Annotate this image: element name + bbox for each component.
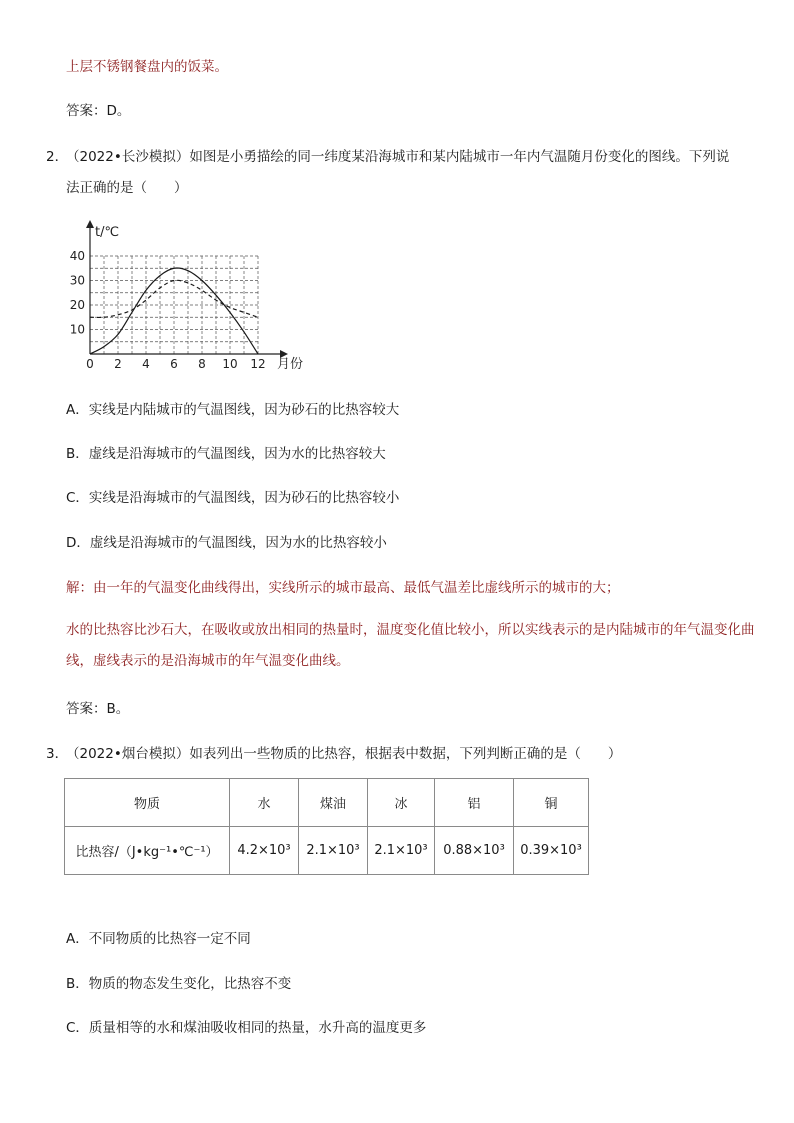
q2-stem-line2: 法正确的是（ ） [66, 180, 188, 196]
table-header-cell: 铝 [435, 779, 514, 827]
x-tick-label: 8 [198, 357, 206, 371]
table-cell: 2.1×10³ [299, 827, 368, 875]
table-header-cell: 铜 [514, 779, 589, 827]
x-tick-label: 12 [250, 357, 266, 371]
q2-option-c: C．实线是沿海城市的气温图线，因为砂石的比热容较小 [66, 490, 400, 506]
y-axis-label: t/℃ [95, 225, 120, 240]
q2-solution-line1: 解：由一年的气温变化曲线得出，实线所示的城市最高、最低气温差比虚线所示的城市的大； [66, 580, 620, 596]
table-row-label: 比热容/（J•kg⁻¹•℃⁻¹） [65, 827, 230, 875]
table-header-cell: 冰 [368, 779, 435, 827]
x-tick-label: 4 [142, 357, 150, 371]
q2-answer: 答案：B。 [66, 701, 130, 717]
table-header-cell: 水 [230, 779, 299, 827]
x-tick-label: 10 [222, 357, 238, 371]
q3-number: 3． [46, 746, 69, 762]
q2-solution-line2: 水的比热容比沙石大，在吸收或放出相同的热量时，温度变化值比较小，所以实线表示的是内陆城市的年气温变化曲线，虚线表示的是沿海城市的年气温变化曲线。 [66, 622, 755, 669]
q2-stem-line1: （2022•长沙模拟）如图是小勇描绘的同一纬度某沿海城市和某内陆城市一年内气温随月份变化的图线。下列说 [66, 149, 730, 165]
x-tick-label: 2 [114, 357, 122, 371]
q2-option-b: B．虚线是沿海城市的气温图线，因为水的比热容较大 [66, 446, 386, 462]
table-cell: 0.39×10³ [514, 827, 589, 875]
prev-answer: 答案：D。 [66, 103, 131, 119]
table-cell: 2.1×10³ [368, 827, 435, 875]
q3-option-a: A．不同物质的比热容一定不同 [66, 931, 251, 947]
x-tick-label: 0 [86, 357, 94, 371]
specific-heat-table [64, 778, 589, 875]
temperature-chart [62, 218, 322, 378]
table-header-cell: 煤油 [299, 779, 368, 827]
q2-option-a: A．实线是内陆城市的气温图线，因为砂石的比热容较大 [66, 402, 400, 418]
y-tick-label: 10 [69, 322, 85, 337]
prev-solution-line: 上层不锈钢餐盘内的饭菜。 [66, 59, 228, 75]
q3-option-c: C．质量相等的水和煤油吸收相同的热量，水升高的温度更多 [66, 1020, 427, 1036]
table-cell: 0.88×10³ [435, 827, 514, 875]
x-tick-label: 6 [170, 357, 178, 371]
table-row [65, 827, 589, 875]
table-cell: 4.2×10³ [230, 827, 299, 875]
y-tick-label: 20 [69, 298, 85, 312]
table-header-row [65, 779, 589, 827]
table-header-cell: 物质 [65, 779, 230, 827]
q3-option-b: B．物质的物态发生变化，比热容不变 [66, 976, 292, 992]
q3-stem: （2022•烟台模拟）如表列出一些物质的比热容，根据表中数据，下列判断正确的是（ ） [66, 746, 622, 762]
q2-option-d: D．虚线是沿海城市的气温图线，因为水的比热容较小 [66, 535, 387, 551]
chart-grid [90, 256, 258, 354]
x-axis-label: 月份 [277, 357, 304, 372]
q2-number: 2． [46, 149, 69, 165]
y-tick-label: 40 [69, 249, 85, 263]
y-tick-label: 30 [69, 273, 85, 288]
